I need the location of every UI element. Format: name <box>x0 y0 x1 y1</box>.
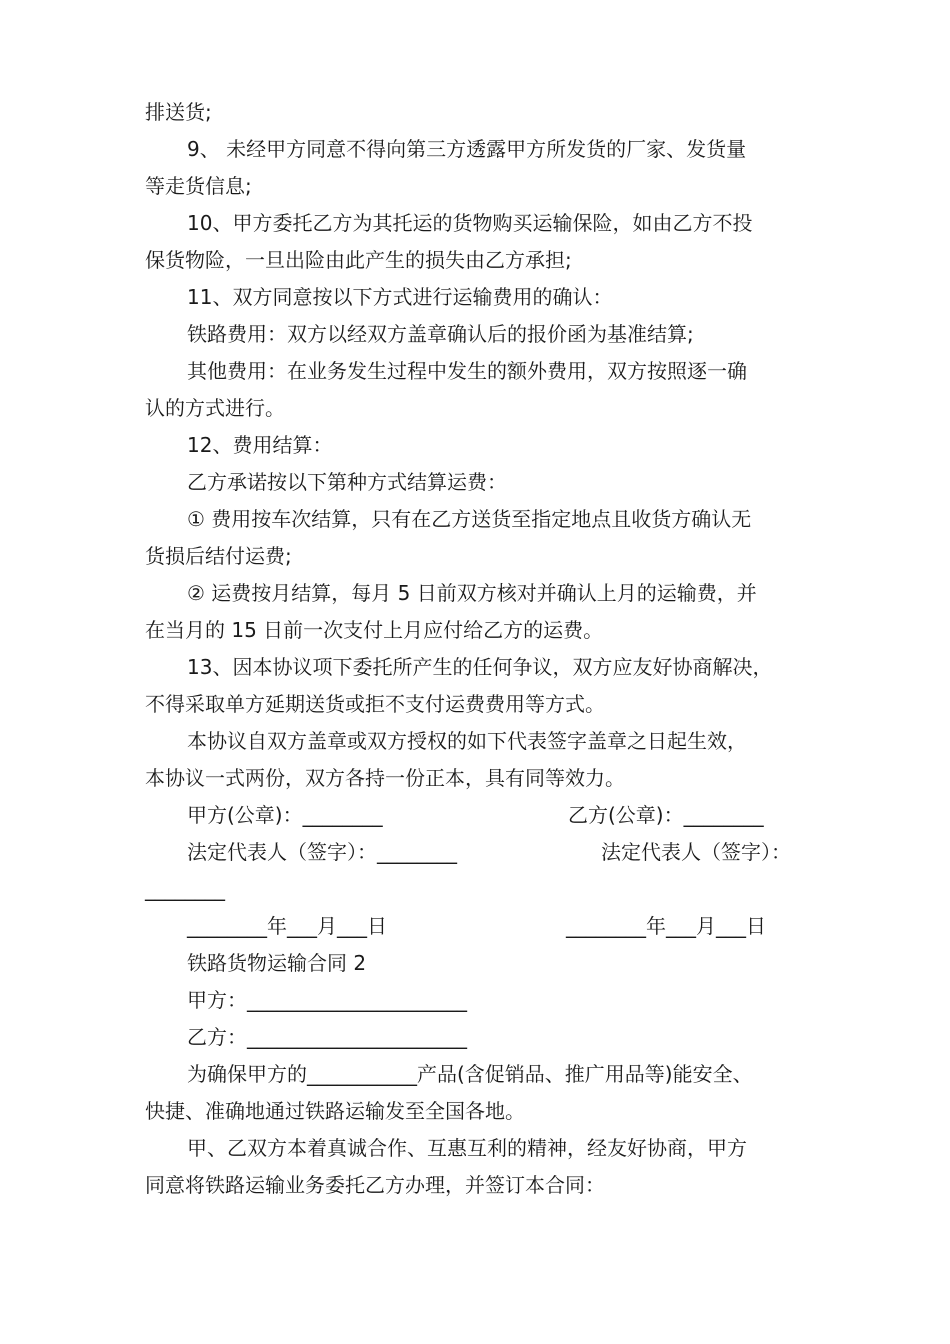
text-line: 不得采取单方延期送货或拒不支付运费费用等方式。 <box>145 692 605 716</box>
party-b-rep-signature-label: 法定代表人（签字）： <box>601 840 791 864</box>
party-a-seal-field: 甲方(公章)：________ <box>187 803 383 827</box>
text-line: 本协议一式两份，双方各持一份正本，具有同等效力。 <box>145 766 625 790</box>
text-line: 在当月的 15 日前一次支付上月应付给乙方的运费。 <box>145 618 604 642</box>
text-line: 乙方承诺按以下第种方式结算运费： <box>187 470 507 494</box>
contract-2-party-a-field: 甲方：______________________ <box>187 988 467 1012</box>
text-line: 认的方式进行。 <box>145 396 285 420</box>
party-b-seal-field: 乙方(公章)：________ <box>568 803 764 827</box>
party-b-rep-signature-blank: ________ <box>145 877 225 901</box>
text-line: 保货物险，一旦出险由此产生的损失由乙方承担; <box>145 248 572 272</box>
text-line: ② 运费按月结算，每月 5 日前双方核对并确认上月的运输费，并 <box>187 581 757 605</box>
text-line: 货损后结付运费; <box>145 544 292 568</box>
contract-2-party-b-field: 乙方：______________________ <box>187 1025 467 1049</box>
text-line: 11、双方同意按以下方式进行运输费用的确认： <box>187 285 613 309</box>
contract-2-title: 铁路货物运输合同 2 <box>187 951 367 975</box>
text-line: 排送货; <box>145 100 212 124</box>
text-line: 12、费用结算： <box>187 433 333 457</box>
text-line: 10、甲方委托乙方为其托运的货物购买运输保险，如由乙方不投 <box>187 211 753 235</box>
text-line: 其他费用：在业务发生过程中发生的额外费用，双方按照逐一确 <box>187 359 747 383</box>
text-line: 铁路费用：双方以经双方盖章确认后的报价函为基准结算; <box>187 322 694 346</box>
text-line: 本协议自双方盖章或双方授权的如下代表签字盖章之日起生效， <box>187 729 747 753</box>
party-a-date-field: ________年___月___日 <box>187 914 387 938</box>
text-line: ① 费用按车次结算，只有在乙方送货至指定地点且收货方确认无 <box>187 507 752 531</box>
text-line: 为确保甲方的___________产品(含促销品、推广用品等)能安全、 <box>187 1062 753 1086</box>
text-line: 快捷、准确地通过铁路运输发至全国各地。 <box>145 1099 525 1123</box>
party-b-date-field: ________年___月___日 <box>566 914 766 938</box>
text-line: 等走货信息; <box>145 174 252 198</box>
text-line: 同意将铁路运输业务委托乙方办理，并签订本合同： <box>145 1173 605 1197</box>
text-line: 13、因本协议项下委托所产生的任何争议，双方应友好协商解决， <box>187 655 773 679</box>
text-line: 甲、乙双方本着真诚合作、互惠互利的精神，经友好协商，甲方 <box>187 1136 747 1160</box>
text-line: 9、 未经甲方同意不得向第三方透露甲方所发货的厂家、发货量 <box>187 137 747 161</box>
party-a-rep-signature-field: 法定代表人（签字）：________ <box>187 840 457 864</box>
